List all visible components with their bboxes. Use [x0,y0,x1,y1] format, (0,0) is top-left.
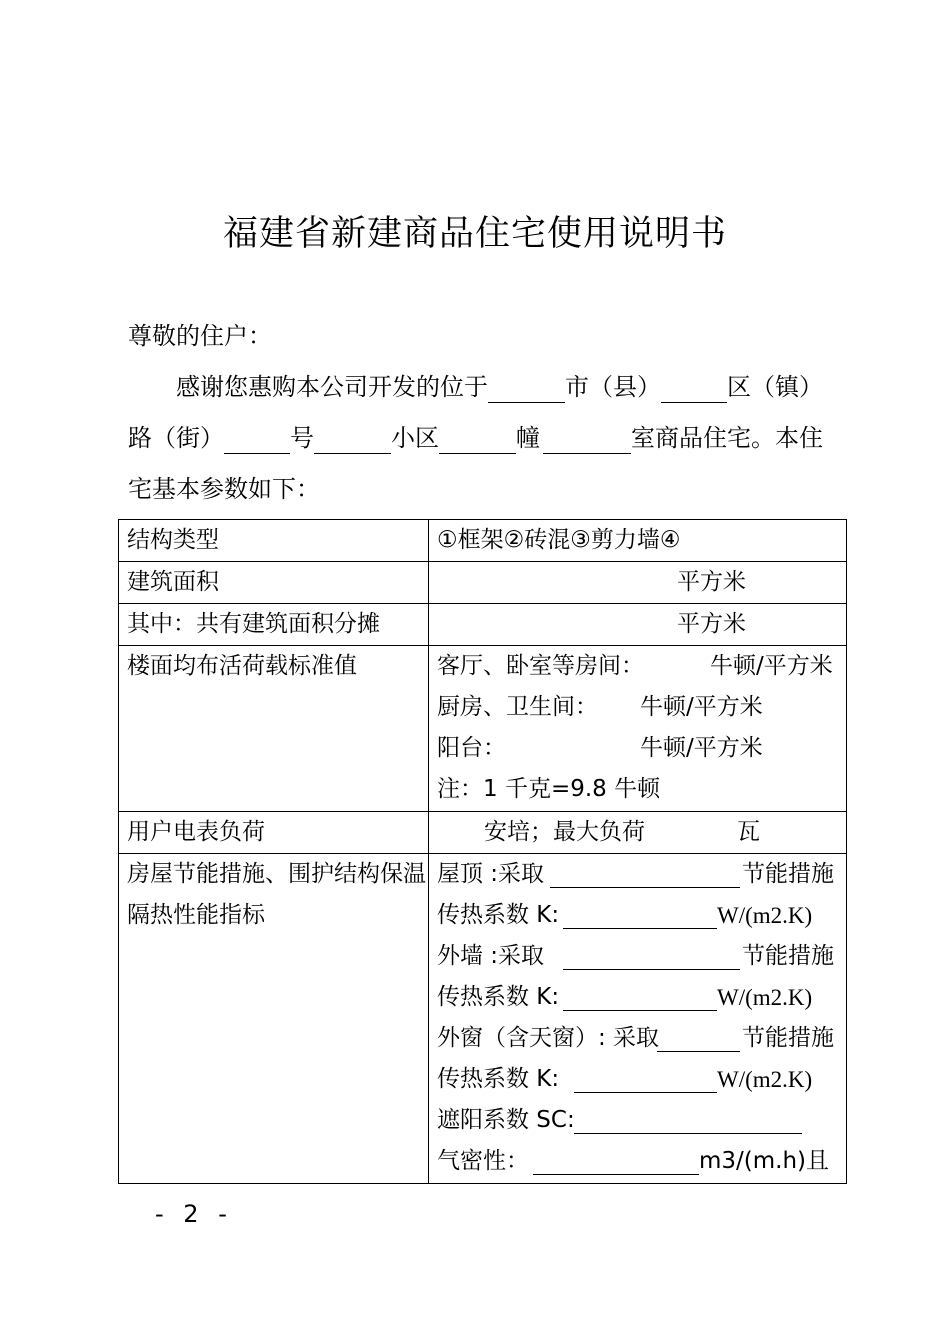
building-label: 幢 [516,424,540,452]
building-blank[interactable] [543,429,631,454]
community-label: 小区 [391,424,439,452]
airtight-label: 气密性： [437,1148,529,1174]
district-label: 区（镇） [727,373,823,401]
wall-label: 外墙 :采取 [437,943,545,969]
wall-blank[interactable] [563,969,740,970]
window-k-unit: W/(m2.K) [717,1067,813,1092]
roof-label: 屋顶 :采取 [437,861,545,887]
wall-k-blank[interactable] [563,1010,717,1011]
energy-values [429,854,847,1184]
load-living-unit: 牛顿/平方米 [710,653,833,679]
load-balcony-label: 阳台： [437,735,506,761]
load-label: 楼面均布活荷载标准值 [119,646,429,812]
airtight-unit: m3/(m.h)且 [699,1148,830,1174]
area-label: 建筑面积 [119,562,429,604]
wall-k-label: 传热系数 K: [437,984,560,1010]
load-living-label: 客厅、卧室等房间： [437,653,644,679]
load-note: 注：1 千克=9.8 牛顿 [437,776,661,802]
table-row [119,520,847,562]
structure-value: ①框架②砖混③剪力墙④ [429,520,847,562]
window-k-label: 传热系数 K: [437,1066,560,1092]
window-k-blank[interactable] [574,1092,717,1093]
document-title: 福建省新建商品住宅使用说明书 [222,214,727,254]
meter-ampere-label: 安培；最大负荷 [484,819,645,845]
intro-line-1 [176,367,823,403]
meter-values [429,812,847,854]
intro-line-3: 宅基本参数如下： [128,475,320,503]
intro-text: 感谢您惠购本公司开发的位于 [176,373,488,401]
table-row [119,854,847,1184]
shared-area-unit: 平方米 [677,611,746,637]
load-balcony-unit: 牛顿/平方米 [640,735,763,761]
window-label: 外窗（含天窗）: 采取 [437,1025,660,1051]
meter-label: 用户电表负荷 [119,812,429,854]
parameters-table [118,519,847,1184]
area-unit: 平方米 [677,569,746,595]
load-values [429,646,847,812]
road-label: 路（街） [128,424,224,452]
greeting: 尊敬的住户： [128,322,272,350]
page-number: - 2 - [155,1200,233,1228]
city-blank[interactable] [488,378,565,403]
road-blank[interactable] [224,429,290,454]
wall-measures: 节能措施 [742,943,834,969]
room-label: 室商品住宅。本住 [631,424,823,452]
window-blank[interactable] [657,1051,740,1052]
roof-k-blank[interactable] [563,928,717,929]
structure-label: 结构类型 [119,520,429,562]
wall-k-unit: W/(m2.K) [717,985,813,1010]
load-kitchen-unit: 牛顿/平方米 [640,694,763,720]
district-blank[interactable] [661,378,727,403]
energy-label: 房屋节能措施、围护结构保温隔热性能指标 [119,854,429,1184]
table-row [119,562,847,604]
community-blank[interactable] [439,429,516,454]
number-label: 号 [290,424,314,452]
table-row [119,604,847,646]
window-measures: 节能措施 [742,1025,834,1051]
shared-area-value [429,604,847,646]
roof-k-unit: W/(m2.K) [717,903,813,928]
table-row [119,812,847,854]
roof-k-label: 传热系数 K: [437,902,560,928]
shading-blank[interactable] [574,1133,802,1134]
load-kitchen-label: 厨房、卫生间： [437,694,598,720]
table-row [119,646,847,812]
intro-line-2 [128,418,823,454]
meter-watt-unit: 瓦 [737,819,760,845]
number-blank[interactable] [314,429,391,454]
city-label: 市（县） [565,373,661,401]
area-value [429,562,847,604]
roof-measures: 节能措施 [742,861,834,887]
airtight-blank[interactable] [533,1174,699,1175]
shading-label: 遮阳系数 SC: [437,1107,575,1133]
shared-area-label: 其中：共有建筑面积分摊 [119,604,429,646]
roof-blank[interactable] [550,887,740,888]
